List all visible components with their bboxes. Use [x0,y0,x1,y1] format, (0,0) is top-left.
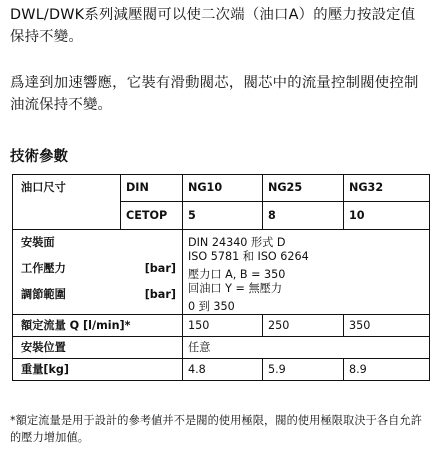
table-row [13,359,430,381]
adjust-range-value: 0 到 350 [188,300,235,313]
weight-value-2: 5.9 [263,359,344,381]
install-position-label: 安裝位置 [13,337,183,359]
install-position-value: 任意 [183,337,430,359]
weight-value-3: 8.9 [344,359,430,381]
table-row [13,315,430,337]
cetop-value-3: 10 [344,202,430,230]
footnote: *額定流量是用于設計的參考値并不是閥的使用極限，閥的使用極限取決于各自允許的壓力增加値。 [10,414,423,444]
working-pressure-row [21,262,182,276]
table-row [13,175,430,202]
pressure-value-2: 回油口 Y = 無壓力 [188,282,283,295]
rated-flow-value-1: 150 [183,315,263,337]
intro-paragraph-2: 爲達到加速響應，它裝有滑動閥芯，閥芯中的流量控制閥使控制油流保持不變。 [10,75,419,113]
cetop-value-2: 8 [263,202,344,230]
pressure-value-1: 壓力口 A, B = 350 [188,268,286,281]
rated-flow-value-2: 250 [263,315,344,337]
mounting-value-2: ISO 5781 和 ISO 6264 [188,250,309,263]
spec-table [12,174,430,381]
spec-labels-group [13,230,183,315]
spec-values-group [183,230,430,315]
table-row [13,230,430,315]
mounting-value-1: DIN 24340 形式 D [188,236,286,249]
rated-flow-label: 額定流量 Q [l/min]* [13,315,183,337]
adjust-range-unit: [bar] [144,288,176,301]
section-title: 技術參數 [10,149,68,165]
adjust-range-row [21,288,182,302]
din-label: DIN [121,175,183,202]
size-ng32: NG32 [344,175,430,202]
weight-label: 重量[kg] [13,359,183,381]
cetop-label: CETOP [121,202,183,230]
adjust-range-label: 調節範圍 [21,288,66,301]
cetop-value-1: 5 [183,202,263,230]
table-row [13,337,430,359]
weight-value-1: 4.8 [183,359,263,381]
working-pressure-unit: [bar] [144,262,176,275]
size-ng25: NG25 [263,175,344,202]
working-pressure-label: 工作壓力 [21,262,66,275]
mounting-face-label: 安裝面 [21,236,55,249]
intro-paragraph-1: DWL/DWK系列減壓閥可以使二次端（油口A）的壓力按設定值保持不變。 [10,7,416,45]
oil-port-size-label: 油口尺寸 [13,175,121,230]
rated-flow-value-3: 350 [344,315,430,337]
size-ng10: NG10 [183,175,263,202]
